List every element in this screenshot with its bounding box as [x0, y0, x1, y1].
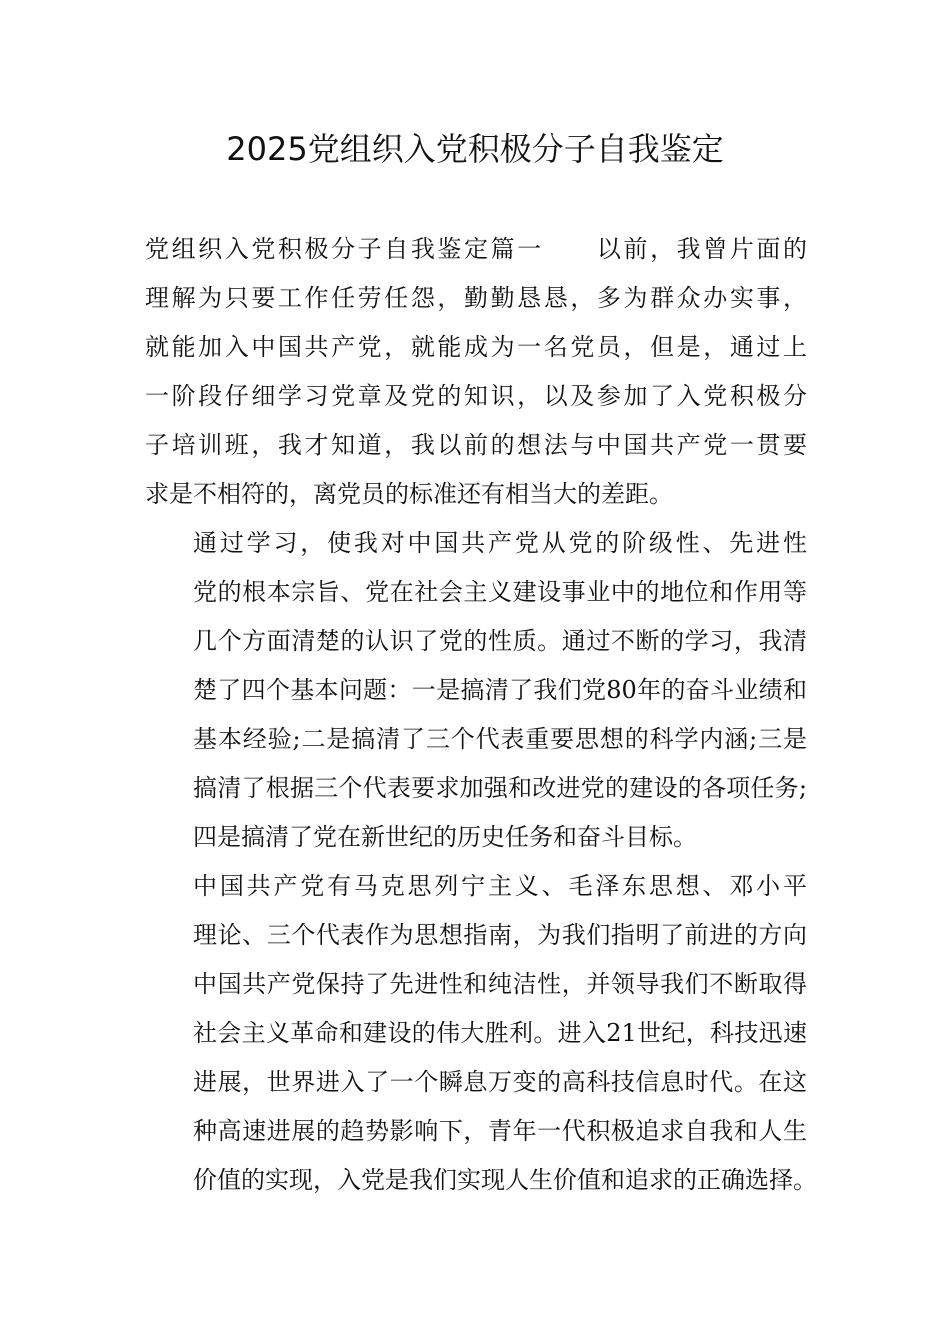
- paragraph-line: 党的根本宗旨、党在社会主义建设事业中的地位和作用等: [193, 578, 807, 606]
- paragraph-line: 理解为只要工作任劳任怨，勤勤恳恳，多为群众办实事，: [145, 284, 807, 312]
- paragraph-line: 价值的实现，入党是我们实现人生价值和追求的正确选择。: [193, 1166, 817, 1194]
- paragraph-line: 楚了四个基本问题：一是搞清了我们党80年的奋斗业绩和: [193, 676, 807, 704]
- paragraph-2: [145, 519, 807, 862]
- paragraph-line: 基本经验;二是搞清了三个代表重要思想的科学内涵;三是: [193, 725, 807, 753]
- paragraph-line: 四是搞清了党在新世纪的历史任务和奋斗目标。: [193, 823, 697, 851]
- paragraph-line: 理论、三个代表作为思想指南，为我们指明了前进的方向: [193, 921, 807, 949]
- paragraph-line: 一阶段仔细学习党章及党的知识，以及参加了入党积极分: [145, 382, 807, 410]
- paragraph-line: 种高速进展的趋势影响下，青年一代积极追求自我和人生: [193, 1117, 807, 1145]
- document-title: 2025党组织入党积极分子自我鉴定: [226, 130, 724, 168]
- paragraph-line: 进展，世界进入了一个瞬息万变的高科技信息时代。在这: [193, 1068, 807, 1096]
- paragraph-line: 党组织入党积极分子自我鉴定篇一 以前，我曾片面的: [145, 235, 807, 263]
- paragraph-line: 通过学习，使我对中国共产党从党的阶级性、先进性: [193, 529, 807, 557]
- paragraph-line: 社会主义革命和建设的伟大胜利。进入21世纪，科技迅速: [193, 1019, 807, 1047]
- paragraph-3: [145, 862, 817, 1205]
- paragraph-line: 就能加入中国共产党，就能成为一名党员，但是，通过上: [145, 333, 807, 361]
- paragraph-line: 搞清了根据三个代表要求加强和改进党的建设的各项任务;: [193, 774, 807, 802]
- paragraph-line: 中国共产党有马克思列宁主义、毛泽东思想、邓小平: [193, 872, 807, 900]
- paragraph-line: 求是不相符的，离党员的标准还有相当大的差距。: [145, 480, 673, 508]
- paragraph-1: [145, 225, 807, 519]
- paragraph-line: 中国共产党保持了先进性和纯洁性，并领导我们不断取得: [193, 970, 807, 998]
- paragraph-line: 几个方面清楚的认识了党的性质。通过不断的学习，我清: [193, 627, 807, 655]
- document-body: [145, 225, 817, 1205]
- paragraph-line: 子培训班，我才知道，我以前的想法与中国共产党一贯要: [145, 431, 807, 459]
